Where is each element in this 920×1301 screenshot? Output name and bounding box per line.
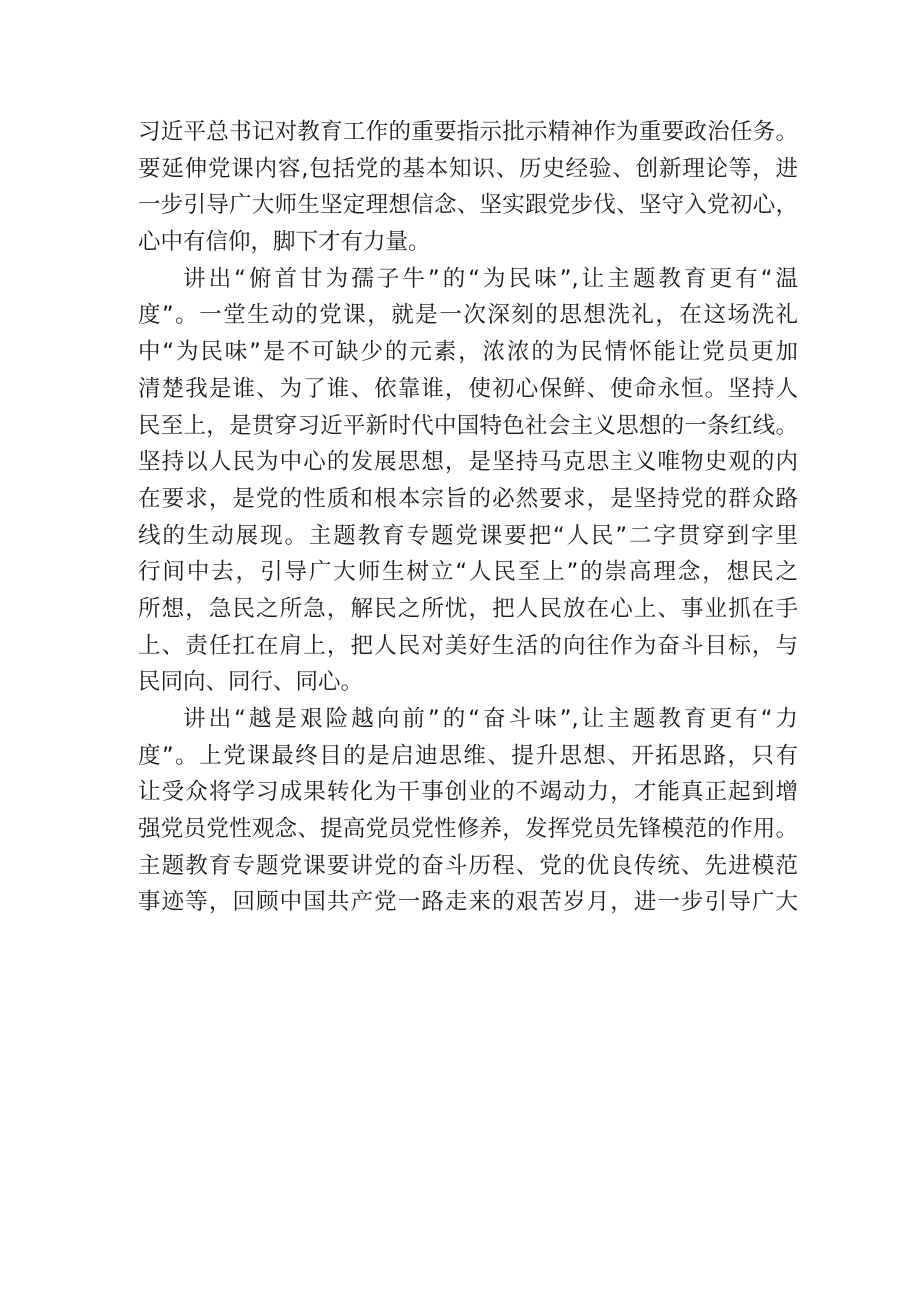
paragraph-first-line: 讲出“俯首甘为孺子牛”的“为民味”,让主题教育更有“温 [183,265,798,292]
text-line: 在要求，是党的性质和根本宗旨的必然要求，是坚持党的群众路 [138,485,798,512]
text-line: 习近平总书记对教育工作的重要指示批示精神作为重要政治任务。 [138,119,798,145]
text-line: 主题教育专题党课要讲党的奋斗历程、党的优良传统、先进模范 [138,852,798,879]
text-line: 民同向、同行、同心。 [138,669,364,696]
text-line: 强党员党性观念、提高党员党性修养，发挥党员先锋模范的作用。 [138,816,798,843]
text-line: 度”。一堂生动的党课，就是一次深刻的思想洗礼，在这场洗礼 [138,302,798,329]
text-line: 心中有信仰，脚下才有力量。 [138,229,431,256]
text-line: 让受众将学习成果转化为干事创业的不竭动力，才能真正起到增 [138,779,798,806]
text-line: 一步引导广大师生坚定理想信念、坚实跟党步伐、坚守入党初心， [138,192,798,219]
text-line: 度”。上党课最终目的是启迪思维、提升思想、开拓思路，只有 [138,742,798,769]
text-line: 清楚我是谁、为了谁、依靠谁，使初心保鲜、使命永恒。坚持人 [138,375,798,402]
text-line: 中“为民味”是不可缺少的元素，浓浓的为民情怀能让党员更加 [138,339,798,366]
text-line: 民至上，是贯穿习近平新时代中国特色社会主义思想的一条红线。 [138,412,798,439]
text-line: 坚持以人民为中心的发展思想，是坚持马克思主义唯物史观的内 [138,449,798,476]
document-body [138,114,798,921]
text-line: 上、责任扛在肩上，把人民对美好生活的向往作为奋斗目标，与 [138,632,798,659]
text-line: 事迹等，回顾中国共产党一路走来的艰苦岁月，进一步引导广大 [138,889,798,916]
text-line: 所想，急民之所急，解民之所忧，把人民放在心上、事业抓在手 [138,595,798,622]
text-line: 要延伸党课内容,包括党的基本知识、历史经验、创新理论等，进 [138,155,798,182]
text-line: 线的生动展现。主题教育专题党课要把“人民”二字贯穿到字里 [138,522,798,549]
text-line: 行间中去，引导广大师生树立“人民至上”的崇高理念，想民之 [138,559,798,586]
paragraph-first-line: 讲出“越是艰险越向前”的“奋斗味”,让主题教育更有“力 [183,706,798,732]
